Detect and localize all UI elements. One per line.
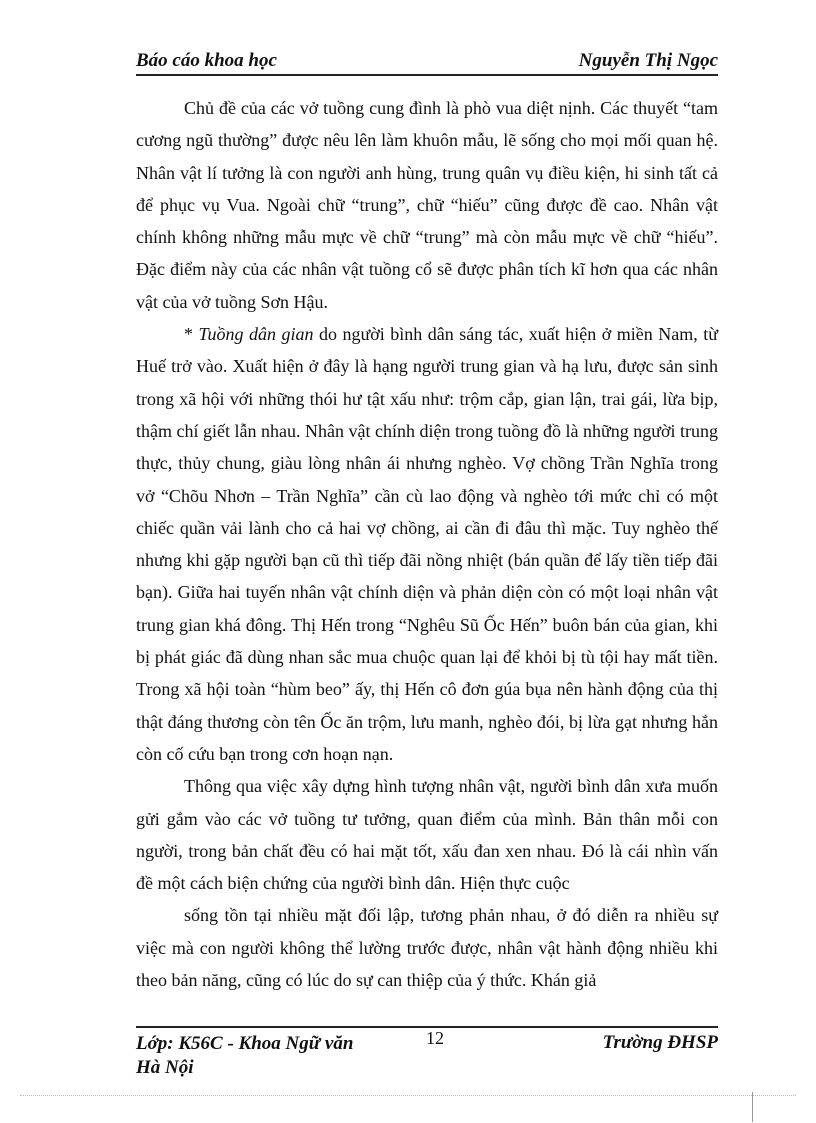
header-title: Báo cáo khoa học — [136, 50, 277, 71]
header-author: Nguyễn Thị Ngọc — [578, 50, 718, 71]
page-number: 12 — [426, 1028, 444, 1048]
paragraph-1: Chủ đề của các vở tuồng cung đình là phò vua diệt nịnh. Các thuyết “tam cương ngũ thường” được nêu lên làm khuôn mẫu, lẽ sống cho mọi mối quan hệ. Nhân vật lí tưởng là con người anh hùng, trung quân vụ điều kiện, hi sinh tất cả để phục vụ Vua. Ngoài chữ “trung”, chữ “hiếu” cũng được đề cao. Nhân vật chính không những mẫu mực về chữ “trung” mà còn mẫu mực về chữ “hiếu”. Đặc điểm này của các nhân vật tuồng cổ sẽ được phân tích kĩ hơn qua các nhân vật của vở tuồng Sơn Hậu. — [136, 98, 718, 312]
footer-school: Trường ĐHSP — [602, 1032, 718, 1053]
italic-term: Tuồng dân gian — [198, 324, 314, 345]
footer-class-line1: Lớp: K56C - Khoa Ngữ văn — [136, 1033, 354, 1054]
paragraph-2 — [136, 318, 718, 770]
paragraph-4: sống tồn tại nhiều mặt đối lập, tương phản nhau, ở đó diễn ra nhiều sự việc mà con người không thể lường trước được, nhân vật hành động nhiều khi theo bản năng, cũng có lúc do sự can thiệp của ý thức. Khán giả — [136, 905, 718, 991]
footer-class-info — [136, 1032, 396, 1080]
page-footer — [136, 1026, 718, 1088]
paragraph-2-text: do người bình dân sáng tác, xuất hiện ở miền Nam, từ Huế trở vào. Xuất hiện ở đây là hạng người trung gian và hạ lưu, được sản sinh trong xã hội với những thói hư tật xấu như: trộm cắp, gian lận, trai gái, lừa bịp, thậm chí giết lẫn nhau. Nhân vật chính diện trong tuồng đồ là những người trung thực, thủy chung, giàu lòng nhân ái nhưng nghèo. Vợ chồng Trần Nghĩa trong vở “Chõu Nhơn – Trần Nghĩa” cần cù lao động và nghèo tới mức chỉ có một chiếc quần vải lành cho cả hai vợ chồng, ai cần đi đâu thì mặc. Tuy nghèo thế nhưng khi gặp người bạn cũ thì tiếp đãi nồng nhiệt (bán quần để lấy tiền tiếp đãi bạn). Giữa hai tuyến nhân vật chính diện và phản diện còn có một loại nhân vật trung gian khá đông. Thị Hến trong “Nghêu Sũ Ốc Hến” buôn bán của gian, khi bị phát giác đã dùng nhan sắc mua chuộc quan lại để khỏi bị tù tội hay mất tiền. Trong xã hội toàn “hùm beo” ấy, thị Hến cô đơn gúa bụa nên hành động của thị thật đáng thương còn tên Ốc ăn trộm, lưu manh, nghèo đói, bị lừa gạt nhưng hắn còn cố cứu bạn trong cơn hoạn nạn. — [136, 324, 718, 764]
page-corner-mark — [752, 1092, 753, 1122]
page-header — [136, 48, 718, 76]
footer-class-line2: Hà Nội — [136, 1057, 194, 1078]
document-body — [136, 92, 718, 996]
page-bottom-dotted-line — [20, 1095, 796, 1096]
bullet-prefix: * — [184, 324, 199, 345]
paragraph-3: Thông qua việc xây dựng hình tượng nhân vật, người bình dân xưa muốn gửi gắm vào các vở tuồng tư tưởng, quan điểm của mình. Bản thân mỗi con người, trong bản chất đều có hai mặt tốt, xấu đan xen nhau. Đó là cái nhìn vấn đề một cách biện chứng của người bình dân. Hiện thực cuộc — [136, 776, 718, 894]
